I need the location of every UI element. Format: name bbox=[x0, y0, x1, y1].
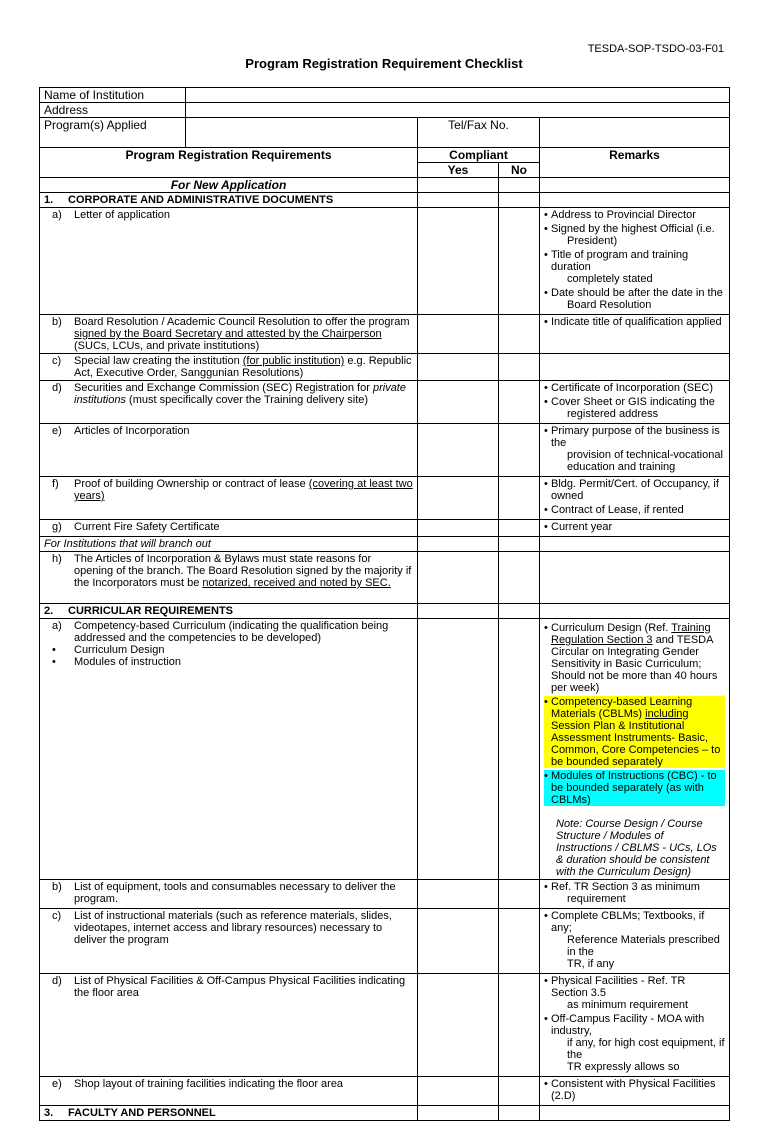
program-row bbox=[40, 118, 730, 148]
subheader-row bbox=[40, 178, 730, 193]
table-cell bbox=[540, 1106, 730, 1121]
remark-text bbox=[551, 975, 725, 1011]
requirement-text: List of Physical Facilities & Off-Campus Physical Facilities indicating the floor area bbox=[74, 975, 406, 999]
table-row bbox=[40, 424, 730, 477]
remark-text: Complete CBLMs; Textbooks, if any; bbox=[551, 910, 705, 934]
table-cell bbox=[499, 537, 540, 552]
telfax-label: Tel/Fax No. bbox=[418, 118, 540, 148]
table-cell bbox=[418, 604, 499, 619]
item-letter: c) bbox=[52, 355, 62, 367]
bullet-icon: • bbox=[544, 396, 548, 408]
yes-checkbox[interactable] bbox=[418, 880, 499, 909]
list-item: • Curriculum Design bbox=[74, 644, 413, 656]
remark-text: Off-Campus Facility - MOA with industry, bbox=[551, 1013, 705, 1037]
table-cell bbox=[40, 1077, 418, 1106]
table-cell bbox=[540, 477, 730, 520]
telfax-value[interactable] bbox=[540, 118, 730, 148]
item-letter: b) bbox=[52, 881, 62, 893]
table-cell bbox=[40, 552, 418, 604]
no-checkbox[interactable] bbox=[499, 974, 540, 1077]
bullet-icon: • bbox=[544, 504, 548, 516]
item-letter: c) bbox=[52, 910, 62, 922]
yes-checkbox[interactable] bbox=[418, 552, 499, 604]
section-row-2 bbox=[40, 604, 730, 619]
section-title-2 bbox=[40, 604, 418, 619]
table-row bbox=[40, 909, 730, 974]
remark-text bbox=[551, 910, 725, 970]
table-cell bbox=[540, 424, 730, 477]
remark-text: CURRICULAR REQUIREMENTS bbox=[68, 605, 233, 617]
address-label: Address bbox=[40, 103, 186, 118]
yes-checkbox[interactable] bbox=[418, 520, 499, 537]
section-title-1 bbox=[40, 193, 418, 208]
branch-note: For Institutions that will branch out bbox=[40, 537, 418, 552]
remark-text: Date should be after the date in the bbox=[551, 287, 723, 299]
yes-header: Yes bbox=[418, 163, 499, 178]
remark-text: FACULTY AND PERSONNEL bbox=[68, 1107, 216, 1119]
remark-text: Competency-based Learning Materials (CBLMs) bbox=[551, 696, 693, 720]
item-letter: d) bbox=[52, 975, 62, 987]
item-letter: e) bbox=[52, 425, 62, 437]
new-application-label: For New Application bbox=[40, 178, 418, 193]
item-letter: d) bbox=[52, 382, 62, 394]
table-cell bbox=[40, 424, 418, 477]
yes-checkbox[interactable] bbox=[418, 315, 499, 354]
table-cell bbox=[40, 381, 418, 424]
no-checkbox[interactable] bbox=[499, 315, 540, 354]
remark-text: Title of program and training duration bbox=[551, 249, 689, 273]
remark-text: Contract of Lease, if rented bbox=[551, 504, 684, 516]
remark-text: 2. bbox=[44, 605, 54, 617]
no-checkbox[interactable] bbox=[499, 909, 540, 974]
no-checkbox[interactable] bbox=[499, 354, 540, 381]
yes-checkbox[interactable] bbox=[418, 477, 499, 520]
requirement-text: Articles of Incorporation bbox=[74, 425, 190, 437]
bullet-icon: • bbox=[544, 521, 548, 533]
institution-value[interactable] bbox=[186, 88, 730, 103]
remark-text bbox=[551, 287, 725, 311]
requirement-text: List of instructional materials (such as reference materials, slides, videotapes, internet access and library resources) necessary to deliver the program bbox=[74, 910, 392, 946]
bullet-icon: • bbox=[544, 1078, 548, 1090]
requirements-header: Program Registration Requirements bbox=[40, 148, 418, 178]
table-cell bbox=[499, 178, 540, 193]
item-letter: h) bbox=[52, 553, 62, 565]
table-row bbox=[40, 354, 730, 381]
remark-text: Signed by the highest Official (i.e. bbox=[551, 223, 715, 235]
table-cell bbox=[540, 381, 730, 424]
requirement-text: Current Fire Safety Certificate bbox=[74, 521, 220, 533]
item-letter: a) bbox=[52, 209, 62, 221]
requirement-text: Securities and Exchange Commission (SEC) Registration for private institutions (must specifically cover the Training delivery site) bbox=[74, 382, 406, 406]
address-value[interactable] bbox=[186, 103, 730, 118]
no-checkbox[interactable] bbox=[499, 424, 540, 477]
table-cell bbox=[540, 193, 730, 208]
table-row bbox=[40, 619, 730, 880]
remark-text: Cover Sheet or GIS indicating the bbox=[551, 396, 715, 408]
bullet-icon: • bbox=[544, 975, 548, 987]
address-row bbox=[40, 103, 730, 118]
remark-text: requirement bbox=[567, 893, 626, 905]
remark-text: Session Plan & Institutional Assessment Instruments- Basic, Common, Core Competencies – to be bounded separately bbox=[551, 720, 721, 768]
page-title: Program Registration Requirement Checklist bbox=[245, 56, 523, 71]
table-cell bbox=[540, 619, 730, 880]
table-cell bbox=[540, 178, 730, 193]
remark-text: if any, for high cost equipment, if the bbox=[567, 1037, 725, 1061]
table-row bbox=[40, 974, 730, 1077]
remark-text: Bldg. Permit/Cert. of Occupancy, if owned bbox=[551, 478, 719, 502]
remark-text: Curriculum Design (Ref. bbox=[551, 622, 672, 634]
requirement-text: Letter of application bbox=[74, 209, 171, 221]
remark-text: provision of technical-vocational bbox=[567, 449, 723, 461]
curriculum-note: Note: Course Design / Course Structure / Modules of Instructions / CBLMS - UCs, LOs & duration should be consistent with the Curriculum Design) bbox=[556, 818, 717, 878]
section-row-3 bbox=[40, 1106, 730, 1121]
bullet-icon: • bbox=[544, 770, 551, 806]
table-row bbox=[40, 552, 730, 604]
table-cell bbox=[40, 315, 418, 354]
requirement-text: List of equipment, tools and consumables necessary to deliver the program. bbox=[74, 881, 396, 905]
no-checkbox[interactable] bbox=[499, 520, 540, 537]
no-checkbox[interactable] bbox=[499, 552, 540, 604]
remark-text: as minimum requirement bbox=[567, 999, 689, 1011]
table-cell bbox=[499, 193, 540, 208]
no-checkbox[interactable] bbox=[499, 381, 540, 424]
item-letter: e) bbox=[52, 1078, 62, 1090]
yes-checkbox[interactable] bbox=[418, 909, 499, 974]
remark-text: CORPORATE AND ADMINISTRATIVE DOCUMENTS bbox=[68, 194, 334, 206]
bullet-icon: • bbox=[544, 696, 551, 768]
table-cell bbox=[40, 520, 418, 537]
requirement-text: Competency-based Curriculum (indicating the qualification being addressed and the competencies to be developed) bbox=[74, 620, 389, 644]
remark-text: completely stated bbox=[567, 273, 653, 285]
yes-checkbox[interactable] bbox=[418, 354, 499, 381]
remark-text: Ref. TR Section 3 as minimum bbox=[551, 881, 700, 893]
requirement-text: Shop layout of training facilities indicating the floor area bbox=[74, 1078, 344, 1090]
requirement-text: Special law creating the institution (for public institution) e.g. Republic Act, Executive Order, Sanggunian Resolutions) bbox=[74, 355, 412, 379]
remark-text: Indicate title of qualification applied bbox=[551, 316, 722, 328]
remark-text: Address to Provincial Director bbox=[551, 209, 696, 221]
bullet-icon: • bbox=[544, 287, 548, 299]
remark-text: Consistent with Physical Facilities (2.D) bbox=[551, 1078, 716, 1102]
yes-checkbox[interactable] bbox=[418, 424, 499, 477]
table-cell bbox=[40, 974, 418, 1077]
bullet-icon: • bbox=[544, 622, 548, 634]
table-row bbox=[40, 477, 730, 520]
remark-text: President) bbox=[567, 235, 618, 247]
remark-text: Modules of Instructions (CBC) - to be bounded separately (as with CBLMs) bbox=[551, 770, 725, 806]
remark-text: TR expressly allows so bbox=[567, 1061, 680, 1073]
program-value[interactable] bbox=[186, 118, 418, 148]
remark-text bbox=[551, 622, 725, 694]
table-cell bbox=[540, 520, 730, 537]
no-checkbox[interactable] bbox=[499, 477, 540, 520]
remark-text: Primary purpose of the business is the bbox=[551, 425, 720, 449]
table-cell bbox=[540, 909, 730, 974]
remark-text: and TESDA Circular on Integrating Gender Sensitivity in Basic Curriculum; Should not be more than 40 hours per week) bbox=[551, 634, 718, 694]
item-letter: a) bbox=[52, 620, 62, 632]
no-checkbox[interactable] bbox=[499, 880, 540, 909]
no-checkbox[interactable] bbox=[499, 619, 540, 880]
bullet-icon: • bbox=[544, 1013, 548, 1025]
section-row-1 bbox=[40, 193, 730, 208]
no-checkbox[interactable] bbox=[499, 1077, 540, 1106]
requirement-cell bbox=[40, 208, 418, 315]
remark-text: including bbox=[645, 708, 689, 720]
remark-text: 1. bbox=[44, 194, 54, 206]
no-header: No bbox=[499, 163, 540, 178]
table-cell bbox=[540, 315, 730, 354]
compliant-header: Compliant bbox=[418, 148, 540, 163]
requirement-text: Proof of building Ownership or contract of lease (covering at least two years) bbox=[74, 478, 413, 502]
bullet-icon: • bbox=[544, 478, 548, 490]
remark-text: registered address bbox=[567, 408, 659, 420]
bullet-icon: • bbox=[544, 881, 548, 893]
table-row bbox=[40, 208, 730, 315]
section-title-3 bbox=[40, 1106, 418, 1121]
table-cell bbox=[418, 178, 499, 193]
remark-text bbox=[551, 881, 725, 905]
table-cell bbox=[418, 537, 499, 552]
table-cell bbox=[40, 619, 418, 880]
branch-note-row bbox=[40, 537, 730, 552]
no-checkbox[interactable] bbox=[499, 208, 540, 315]
remark-text: education and training bbox=[567, 461, 676, 473]
table-cell bbox=[540, 880, 730, 909]
remark-text bbox=[551, 425, 725, 473]
table-row bbox=[40, 315, 730, 354]
remark-text bbox=[551, 696, 725, 768]
table-cell bbox=[499, 1106, 540, 1121]
yes-checkbox[interactable] bbox=[418, 208, 499, 315]
remark-text bbox=[551, 223, 725, 247]
program-label: Program(s) Applied bbox=[40, 118, 186, 148]
yes-checkbox[interactable] bbox=[418, 381, 499, 424]
table-cell bbox=[40, 880, 418, 909]
bullet-icon: • bbox=[544, 316, 548, 328]
remarks-header: Remarks bbox=[540, 148, 730, 178]
remark-text: 3. bbox=[44, 1107, 54, 1119]
remark-text: Training Regulation Section 3 bbox=[551, 622, 711, 646]
remark-text: TR, if any bbox=[567, 958, 615, 970]
requirement-text: The Articles of Incorporation & Bylaws must state reasons for opening of the branch. The Board Resolution signed by the majority if the Incorporators must be notarized, received and noted by SEC. bbox=[74, 553, 412, 589]
yes-checkbox[interactable] bbox=[418, 1077, 499, 1106]
item-letter: b) bbox=[52, 316, 62, 328]
table-cell bbox=[540, 1077, 730, 1106]
table-cell bbox=[418, 1106, 499, 1121]
table-cell bbox=[418, 193, 499, 208]
institution-row bbox=[40, 88, 730, 103]
table-row bbox=[40, 1077, 730, 1106]
table-cell bbox=[540, 552, 730, 604]
bullet-icon: • bbox=[544, 910, 548, 922]
remark-text: Physical Facilities - Ref. TR Section 3.5 bbox=[551, 975, 686, 999]
bullet-icon: • bbox=[544, 425, 548, 437]
header-row-1 bbox=[40, 148, 730, 163]
document-code: TESDA-SOP-TSDO-03-F01 bbox=[587, 43, 724, 55]
table-cell bbox=[40, 477, 418, 520]
table-cell bbox=[540, 974, 730, 1077]
bullet-icon: • bbox=[544, 209, 548, 221]
remark-text bbox=[551, 396, 725, 420]
yes-checkbox[interactable] bbox=[418, 974, 499, 1077]
checklist-table bbox=[39, 87, 730, 1121]
table-cell bbox=[540, 537, 730, 552]
remark-text: Current year bbox=[551, 521, 613, 533]
bullet-icon: • bbox=[544, 223, 548, 235]
remark-text bbox=[551, 249, 725, 285]
item-letter: g) bbox=[52, 521, 62, 533]
remark-text: Reference Materials prescribed in the bbox=[567, 934, 720, 958]
table-row bbox=[40, 520, 730, 537]
remarks-cell bbox=[540, 208, 730, 315]
remark-text: Certificate of Incorporation (SEC) bbox=[551, 382, 714, 394]
table-cell bbox=[540, 354, 730, 381]
remark-text: Board Resolution bbox=[567, 299, 652, 311]
bullet-icon: • bbox=[544, 382, 548, 394]
list-item: • Modules of instruction bbox=[74, 656, 413, 668]
yes-checkbox[interactable] bbox=[418, 619, 499, 880]
table-row bbox=[40, 880, 730, 909]
table-cell bbox=[40, 354, 418, 381]
item-letter: f) bbox=[52, 478, 59, 490]
table-cell bbox=[40, 909, 418, 974]
curriculum-subitems bbox=[44, 644, 413, 668]
bullet-icon: • bbox=[544, 249, 548, 261]
table-row bbox=[40, 381, 730, 424]
table-cell bbox=[499, 604, 540, 619]
institution-label: Name of Institution bbox=[40, 88, 186, 103]
remark-text bbox=[551, 1013, 725, 1073]
table-cell bbox=[540, 604, 730, 619]
requirement-text: Board Resolution / Academic Council Resolution to offer the program signed by the Board Secretary and attested by the Chairperson (SUCs, LCUs, and private institutions) bbox=[74, 316, 410, 352]
